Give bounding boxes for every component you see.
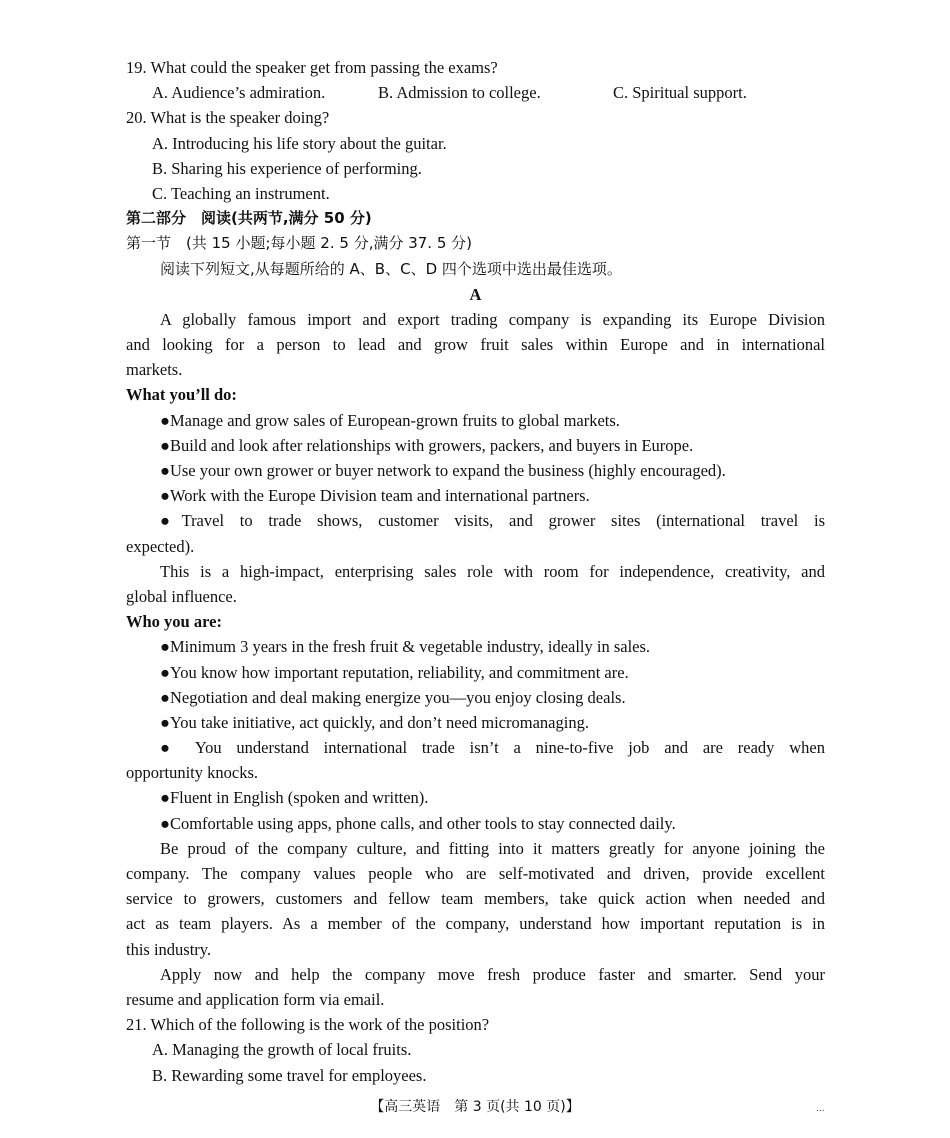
option-a: A. Audience’s admiration. <box>152 83 326 103</box>
culture-line: Be proud of the company culture, and fitting into it matters greatly for anyone joining the <box>160 838 825 858</box>
part-two-heading: 第二部分 阅读(共两节,满分 50 分) <box>126 209 372 228</box>
requirement-item: ● You understand international trade isn’t a nine-to-five job and are ready when <box>160 738 825 758</box>
option-a: A. Introducing his life story about the guitar. <box>152 133 447 153</box>
duty-item: ●Use your own grower or buyer network to expand the business (highly encouraged). <box>160 461 726 480</box>
culture-line: act as team players. As a member of the company, understand how important reputation is in <box>126 914 825 934</box>
duty-item: ●Work with the Europe Division team and international partners. <box>160 486 590 506</box>
intro-line: and looking for a person to lead and grow fruit sales within Europe and in international <box>126 335 825 355</box>
duty-item: ●Build and look after relationships with growers, packers, and buyers in Europe. <box>160 435 694 455</box>
intro-line: A globally famous import and export trading company is expanding its Europe Division <box>160 309 825 329</box>
requirement-item: ●Fluent in English (spoken and written). <box>160 788 429 808</box>
duty-item: ●Manage and grow sales of European-grown fruits to global markets. <box>160 410 620 430</box>
option-b: B. Rewarding some travel for employees. <box>152 1065 427 1085</box>
requirement-item: ●Negotiation and deal making energize you—you enjoy closing deals. <box>160 687 626 707</box>
apply-line: Apply now and help the company move fresh produce faster and smarter. Send your <box>160 964 825 984</box>
intro-line: markets. <box>126 360 183 380</box>
page-footer: 【高三英语 第 3 页(共 10 页)】 <box>370 1099 580 1115</box>
question-20-stem: 20. What is the speaker doing? <box>126 108 330 128</box>
reading-instruction: 阅读下列短文,从每题所给的 A、B、C、D 四个选项中选出最佳选项。 <box>160 259 622 278</box>
exam-page <box>126 55 825 1088</box>
role-description-line: This is a high-impact, enterprising sales role with room for independence, creativity, and <box>160 561 825 581</box>
question-19-stem: 19. What could the speaker get from passing the exams? <box>126 58 498 77</box>
option-a: A. Managing the growth of local fruits. <box>152 1040 412 1060</box>
option-c: C. Spiritual support. <box>613 83 747 103</box>
requirement-item: ●You know how important reputation, reliability, and commitment are. <box>160 662 629 682</box>
requirement-item-continued: opportunity knocks. <box>126 763 258 783</box>
question-21-stem: 21. Which of the following is the work of the position? <box>126 1015 490 1035</box>
section-one-heading: 第一节 (共 15 小题;每小题 2. 5 分,满分 37. 5 分) <box>126 234 473 253</box>
culture-line: service to growers, customers and fellow team members, take quick action when needed and <box>126 889 825 909</box>
passage-label: A <box>469 284 482 304</box>
option-b: B. Admission to college. <box>378 83 541 103</box>
option-b: B. Sharing his experience of performing. <box>152 158 422 178</box>
question-19-options <box>126 80 825 105</box>
duty-item-continued: expected). <box>126 536 195 556</box>
corner-mark: ... <box>816 1104 825 1114</box>
what-you-do-heading: What you’ll do: <box>126 385 237 405</box>
who-you-are-heading: Who you are: <box>126 612 222 632</box>
culture-line: company. The company values people who are self-motivated and driven, provide excellent <box>126 864 825 883</box>
apply-line: resume and application form via email. <box>126 989 385 1009</box>
role-description-line: global influence. <box>126 586 237 606</box>
requirement-item: ●You take initiative, act quickly, and don’t need micromanaging. <box>160 712 589 732</box>
requirement-item: ●Comfortable using apps, phone calls, and other tools to stay connected daily. <box>160 813 676 833</box>
option-c: C. Teaching an instrument. <box>152 183 330 203</box>
culture-line: this industry. <box>126 939 212 959</box>
duty-item: ●Travel to trade shows, customer visits, and grower sites (international travel is <box>160 511 825 531</box>
requirement-item: ●Minimum 3 years in the fresh fruit & vegetable industry, ideally in sales. <box>160 637 651 657</box>
